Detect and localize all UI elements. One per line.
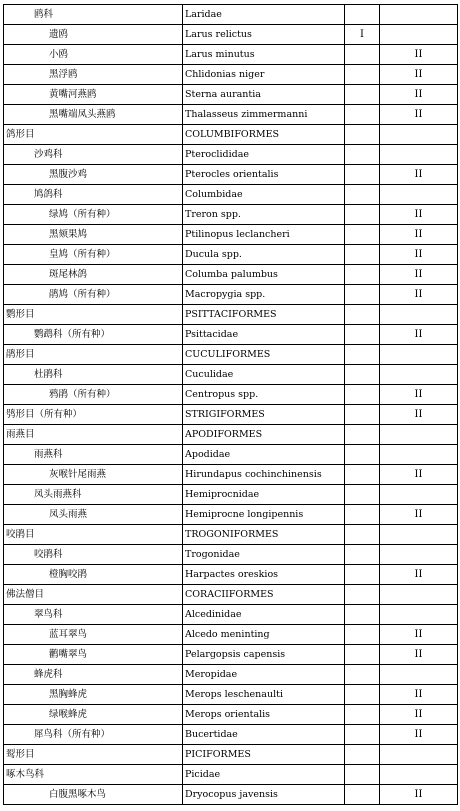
chinese-name-cell: 斑尾林鸽 [4,265,183,285]
chinese-name-cell: 咬鹃科 [4,545,183,565]
scientific-name-cell: Meropidae [183,665,345,685]
appendix-ii-cell [380,5,458,25]
scientific-name-cell: Macropygia spp. [183,285,345,305]
scientific-name-cell: Dryocopus javensis [183,785,345,805]
appendix-i-cell [345,125,380,145]
table-row [4,725,458,745]
scientific-name-cell: Bucertidae [183,725,345,745]
chinese-name-cell: 蜂虎科 [4,665,183,685]
appendix-ii-cell [380,745,458,765]
appendix-i-cell [345,145,380,165]
appendix-i-cell [345,225,380,245]
appendix-ii-cell: II [380,65,458,85]
appendix-ii-cell [380,445,458,465]
appendix-i-cell [345,485,380,505]
scientific-name-cell: Pteroclididae [183,145,345,165]
appendix-i-cell [345,745,380,765]
appendix-ii-cell: II [380,705,458,725]
table-row [4,85,458,105]
appendix-ii-cell: II [380,685,458,705]
scientific-name-cell: Ptilinopus leclancheri [183,225,345,245]
appendix-ii-cell [380,125,458,145]
appendix-i-cell [345,645,380,665]
appendix-i-cell [345,165,380,185]
appendix-ii-cell: II [380,85,458,105]
chinese-name-cell: 遗鸥 [4,25,183,45]
table-row [4,765,458,785]
chinese-name-cell: 凤头雨燕 [4,505,183,525]
appendix-i-cell [345,725,380,745]
species-protection-table [3,4,458,805]
appendix-ii-cell: II [380,165,458,185]
appendix-i-cell [345,85,380,105]
scientific-name-cell: TROGONIFORMES [183,525,345,545]
appendix-ii-cell: II [380,465,458,485]
appendix-ii-cell: II [380,265,458,285]
appendix-ii-cell [380,605,458,625]
chinese-name-cell: 小鸥 [4,45,183,65]
scientific-name-cell: Sterna aurantia [183,85,345,105]
document-page [3,4,458,805]
table-row [4,265,458,285]
appendix-i-cell [345,525,380,545]
scientific-name-cell: COLUMBIFORMES [183,125,345,145]
appendix-ii-cell: II [380,725,458,745]
scientific-name-cell: Hemiprocnidae [183,485,345,505]
appendix-ii-cell: II [380,105,458,125]
table-row [4,405,458,425]
appendix-ii-cell [380,145,458,165]
chinese-name-cell: 鹦鹉科（所有种） [4,325,183,345]
scientific-name-cell: Larus relictus [183,25,345,45]
appendix-i-cell [345,565,380,585]
chinese-name-cell: 黑颏果鸠 [4,225,183,245]
appendix-ii-cell: II [380,625,458,645]
chinese-name-cell: 鸮形目（所有种） [4,405,183,425]
chinese-name-cell: 犀鸟科（所有种） [4,725,183,745]
appendix-ii-cell: II [380,205,458,225]
table-row [4,285,458,305]
appendix-ii-cell: II [380,505,458,525]
table-body [4,5,458,805]
appendix-i-cell [345,185,380,205]
table-row [4,425,458,445]
table-row [4,305,458,325]
appendix-i-cell [345,385,380,405]
table-row [4,245,458,265]
appendix-i-cell [345,345,380,365]
chinese-name-cell: 雨燕科 [4,445,183,465]
appendix-ii-cell: II [380,285,458,305]
table-row [4,505,458,525]
table-row [4,165,458,185]
table-row [4,745,458,765]
appendix-ii-cell: II [380,385,458,405]
chinese-name-cell: 䴕形目 [4,745,183,765]
table-row [4,665,458,685]
appendix-i-cell: I [345,25,380,45]
scientific-name-cell: CORACIIFORMES [183,585,345,605]
scientific-name-cell: Harpactes oreskios [183,565,345,585]
chinese-name-cell: 啄木鸟科 [4,765,183,785]
scientific-name-cell: Columba palumbus [183,265,345,285]
appendix-i-cell [345,65,380,85]
scientific-name-cell: CUCULIFORMES [183,345,345,365]
appendix-i-cell [345,265,380,285]
appendix-i-cell [345,325,380,345]
table-row [4,525,458,545]
scientific-name-cell: Hirundapus cochinchinensis [183,465,345,485]
chinese-name-cell: 沙鸡科 [4,145,183,165]
table-row [4,45,458,65]
appendix-i-cell [345,665,380,685]
appendix-ii-cell [380,365,458,385]
appendix-ii-cell: II [380,405,458,425]
table-row [4,365,458,385]
table-row [4,185,458,205]
scientific-name-cell: Thalasseus zimmermanni [183,105,345,125]
appendix-i-cell [345,5,380,25]
appendix-i-cell [345,285,380,305]
appendix-ii-cell [380,185,458,205]
chinese-name-cell: 皇鸠（所有种） [4,245,183,265]
table-row [4,345,458,365]
appendix-ii-cell [380,765,458,785]
appendix-ii-cell: II [380,785,458,805]
chinese-name-cell: 橙胸咬鹃 [4,565,183,585]
appendix-i-cell [345,765,380,785]
appendix-ii-cell: II [380,325,458,345]
appendix-ii-cell [380,545,458,565]
table-row [4,125,458,145]
scientific-name-cell: Laridae [183,5,345,25]
chinese-name-cell: 鸥科 [4,5,183,25]
appendix-ii-cell [380,525,458,545]
table-row [4,145,458,165]
chinese-name-cell: 鸦鹃（所有种） [4,385,183,405]
scientific-name-cell: PSITTACIFORMES [183,305,345,325]
chinese-name-cell: 黑浮鸥 [4,65,183,85]
chinese-name-cell: 黄嘴河燕鸥 [4,85,183,105]
scientific-name-cell: Centropus spp. [183,385,345,405]
chinese-name-cell: 翠鸟科 [4,605,183,625]
chinese-name-cell: 鸠鸽科 [4,185,183,205]
appendix-ii-cell [380,305,458,325]
appendix-ii-cell [380,425,458,445]
appendix-i-cell [345,105,380,125]
appendix-i-cell [345,465,380,485]
scientific-name-cell: Picidae [183,765,345,785]
table-row [4,785,458,805]
appendix-i-cell [345,585,380,605]
appendix-i-cell [345,785,380,805]
chinese-name-cell: 灰喉针尾雨燕 [4,465,183,485]
scientific-name-cell: Merops orientalis [183,705,345,725]
chinese-name-cell: 黑嘴端凤头燕鸥 [4,105,183,125]
chinese-name-cell: 鹳嘴翠鸟 [4,645,183,665]
table-row [4,25,458,45]
scientific-name-cell: Larus minutus [183,45,345,65]
table-row [4,705,458,725]
scientific-name-cell: Hemiprocne longipennis [183,505,345,525]
table-row [4,545,458,565]
appendix-ii-cell [380,25,458,45]
chinese-name-cell: 鹃鸠（所有种） [4,285,183,305]
table-row [4,325,458,345]
appendix-ii-cell [380,665,458,685]
scientific-name-cell: Cuculidae [183,365,345,385]
appendix-ii-cell [380,345,458,365]
appendix-i-cell [345,505,380,525]
chinese-name-cell: 杜鹃科 [4,365,183,385]
table-row [4,565,458,585]
table-row [4,645,458,665]
appendix-ii-cell: II [380,245,458,265]
appendix-ii-cell [380,585,458,605]
table-row [4,105,458,125]
table-row [4,225,458,245]
chinese-name-cell: 绿鸠（所有种） [4,205,183,225]
appendix-i-cell [345,205,380,225]
table-row [4,465,458,485]
scientific-name-cell: Trogonidae [183,545,345,565]
chinese-name-cell: 鹃形目 [4,345,183,365]
scientific-name-cell: Treron spp. [183,205,345,225]
scientific-name-cell: PICIFORMES [183,745,345,765]
chinese-name-cell: 黑胸蜂虎 [4,685,183,705]
scientific-name-cell: Alcedinidae [183,605,345,625]
table-row [4,625,458,645]
chinese-name-cell: 凤头雨燕科 [4,485,183,505]
chinese-name-cell: 蓝耳翠鸟 [4,625,183,645]
appendix-i-cell [345,425,380,445]
scientific-name-cell: Alcedo meninting [183,625,345,645]
table-row [4,205,458,225]
table-row [4,445,458,465]
appendix-ii-cell: II [380,645,458,665]
appendix-i-cell [345,305,380,325]
scientific-name-cell: APODIFORMES [183,425,345,445]
appendix-i-cell [345,625,380,645]
chinese-name-cell: 鸽形目 [4,125,183,145]
scientific-name-cell: Pelargopsis capensis [183,645,345,665]
chinese-name-cell: 白腹黑啄木鸟 [4,785,183,805]
appendix-ii-cell: II [380,225,458,245]
appendix-i-cell [345,685,380,705]
appendix-i-cell [345,245,380,265]
scientific-name-cell: Merops leschenaulti [183,685,345,705]
chinese-name-cell: 黑腹沙鸡 [4,165,183,185]
scientific-name-cell: Apodidae [183,445,345,465]
chinese-name-cell: 绿喉蜂虎 [4,705,183,725]
scientific-name-cell: Pterocles orientalis [183,165,345,185]
table-row [4,685,458,705]
appendix-i-cell [345,545,380,565]
scientific-name-cell: Psittacidae [183,325,345,345]
scientific-name-cell: Columbidae [183,185,345,205]
scientific-name-cell: Chlidonias niger [183,65,345,85]
appendix-ii-cell: II [380,565,458,585]
appendix-i-cell [345,365,380,385]
scientific-name-cell: Ducula spp. [183,245,345,265]
chinese-name-cell: 鹦形目 [4,305,183,325]
appendix-ii-cell [380,485,458,505]
chinese-name-cell: 咬鹃目 [4,525,183,545]
appendix-i-cell [345,445,380,465]
table-row [4,385,458,405]
appendix-i-cell [345,605,380,625]
appendix-i-cell [345,705,380,725]
table-row [4,5,458,25]
appendix-ii-cell: II [380,45,458,65]
chinese-name-cell: 雨燕目 [4,425,183,445]
scientific-name-cell: STRIGIFORMES [183,405,345,425]
appendix-i-cell [345,405,380,425]
table-row [4,65,458,85]
table-row [4,485,458,505]
table-row [4,585,458,605]
table-row [4,605,458,625]
appendix-i-cell [345,45,380,65]
chinese-name-cell: 佛法僧目 [4,585,183,605]
